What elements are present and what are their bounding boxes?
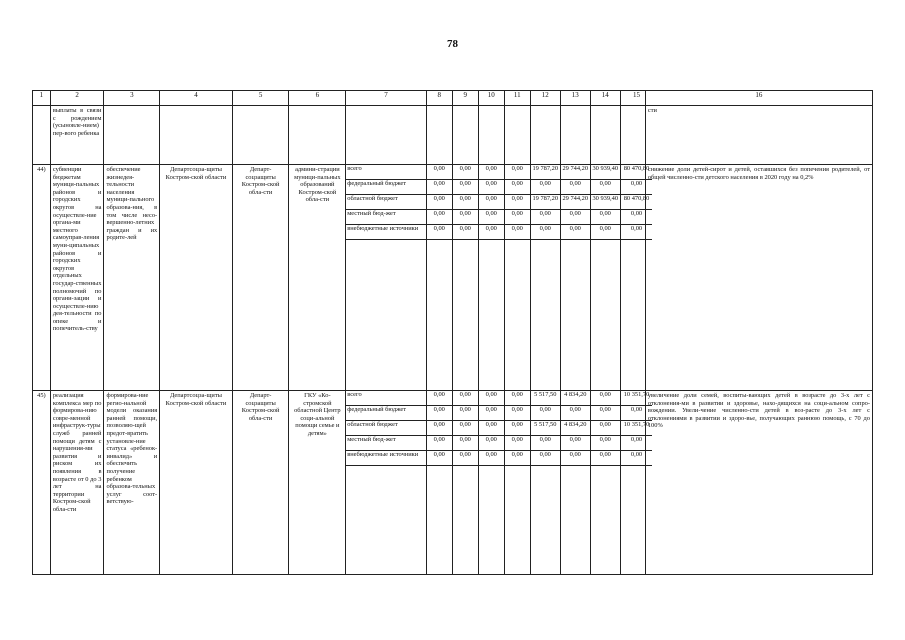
finance-table	[346, 165, 652, 390]
finance-value: 0,00	[426, 180, 452, 195]
finance-value: 0,00	[530, 180, 560, 195]
row-number: 44)	[33, 165, 51, 391]
header-finance-cell	[346, 91, 646, 106]
finance-value: 0,00	[560, 180, 590, 195]
finance-value: 0,00	[620, 180, 652, 195]
finance-value: 0,00	[560, 436, 590, 451]
continuation-cell: выплаты в связи с рождением (усыновле-нием) пер-вого ребенка	[50, 106, 104, 165]
finance-value: 30 939,40	[590, 195, 620, 210]
finance-value: 5 517,50	[530, 391, 560, 406]
finance-value: 0,00	[530, 225, 560, 240]
finance-value: 0,00	[620, 451, 652, 466]
finance-value: 0,00	[478, 195, 504, 210]
finance-value: 10 351,70	[620, 391, 652, 406]
finance-value: 0,00	[504, 210, 530, 225]
table-row	[33, 165, 873, 391]
finance-source-label: федеральный бюджет	[346, 406, 426, 421]
finance-value: 0,00	[530, 210, 560, 225]
finance-value: 0,00	[426, 406, 452, 421]
finance-value: 0,00	[478, 165, 504, 180]
finance-block	[346, 391, 650, 575]
expected-result: снижение доли детей-сирот и детей, оставшихся без попечения родителей, от общей численно-сти детского населения в 2020 году на 0,2%	[645, 165, 872, 391]
finance-table	[346, 391, 652, 574]
finance-row	[346, 180, 652, 195]
finance-value: 0,00	[530, 451, 560, 466]
header-cell: 13	[560, 91, 590, 105]
finance-value: 0,00	[452, 210, 478, 225]
finance-value: 0,00	[478, 406, 504, 421]
finance-row	[346, 421, 652, 436]
finance-value: 0,00	[504, 225, 530, 240]
continuation-result: сти	[645, 106, 872, 165]
finance-value: 30 939,40	[590, 165, 620, 180]
header-cell: 3	[104, 91, 160, 106]
finance-value: 0,00	[452, 225, 478, 240]
finance-value: 0,00	[590, 225, 620, 240]
header-cell: 1	[33, 91, 51, 106]
finance-source-label: всего	[346, 165, 426, 180]
finance-value: 0,00	[478, 421, 504, 436]
finance-row	[346, 436, 652, 451]
finance-source-label: местный бюд-жет	[346, 210, 426, 225]
finance-row	[346, 210, 652, 225]
finance-value: 0,00	[426, 225, 452, 240]
finance-value: 0,00	[478, 225, 504, 240]
finance-value: 0,00	[620, 436, 652, 451]
header-cell: 12	[530, 91, 560, 105]
finance-value: 80 470,80	[620, 195, 652, 210]
participant: админи-страции муници-пальных образований Костром-ской обла-сти	[289, 165, 346, 391]
finance-value: 0,00	[452, 421, 478, 436]
finance-value: 0,00	[590, 180, 620, 195]
header-cell: 14	[590, 91, 620, 105]
header-cell: 16	[645, 91, 872, 106]
finance-value: 0,00	[452, 436, 478, 451]
finance-value: 0,00	[426, 210, 452, 225]
finance-source-label: федеральный бюджет	[346, 180, 426, 195]
header-cell: 6	[289, 91, 346, 106]
finance-value: 0,00	[560, 210, 590, 225]
finance-value: 4 834,20	[560, 391, 590, 406]
finance-value: 0,00	[452, 180, 478, 195]
finance-value: 0,00	[504, 451, 530, 466]
row-number: 45)	[33, 391, 51, 575]
finance-row	[346, 225, 652, 240]
finance-value: 0,00	[452, 165, 478, 180]
header-cell: 10	[478, 91, 504, 105]
finance-value: 0,00	[560, 451, 590, 466]
finance-value: 10 351,70	[620, 421, 652, 436]
expected-result: увеличение доли семей, воспиты-вающих детей в возрасте до 3-х лет с отклонения-ми в развитии и здоровье, нахо-дящихся на соци-альном сопро-вождении. Увели-чение численно-сти детей в воз-расте до 3-х лет с отклонениями в развитии и здоро-вье, получающих раннюю помощь, с 70 до 100%	[645, 391, 872, 575]
finance-row	[346, 391, 652, 406]
finance-value: 0,00	[620, 406, 652, 421]
finance-value: 0,00	[478, 210, 504, 225]
table-row	[33, 391, 873, 575]
coexecutor: Департ-соцзащиты Костром-ской обла-сти	[232, 165, 289, 391]
finance-value: 0,00	[590, 406, 620, 421]
finance-value: 0,00	[504, 436, 530, 451]
finance-value: 5 517,50	[530, 421, 560, 436]
finance-value: 29 744,20	[560, 165, 590, 180]
measure-name: субвенции бюджетам муници-пальных районов и городских округов на осуществле-ние органа-ми местного самоуправ-ления муни-ципальных районов и городских округов отдельных государ-ственных полномочий по органи-зации и осуществле-нию дея-тельности по опеке и попечитель-ству	[50, 165, 104, 391]
finance-row	[346, 451, 652, 466]
finance-value: 0,00	[620, 210, 652, 225]
finance-value: 0,00	[452, 391, 478, 406]
measure-goal: формирова-ние регио-нальной модели оказания ранней помощи, позволяю-щей предот-вратить установле-ние статуса «ребенок-инвалид» и обеспечить получение ребенком образова-тельных услуг соот-ветствую-	[104, 391, 160, 575]
finance-value: 0,00	[452, 451, 478, 466]
finance-value: 0,00	[530, 406, 560, 421]
finance-source-label: внебюджетные источники	[346, 225, 426, 240]
measure-name: реализация комплекса мер по формирова-нию совре-менной инфраструк-туры служб ранней помощи детям с нарушения-ми развития и риском их появления в возрасте от 0 до 3 лет на территории Костром-ской обла-сти	[50, 391, 104, 575]
finance-row	[346, 195, 652, 210]
finance-value: 0,00	[560, 406, 590, 421]
program-table	[32, 90, 873, 575]
coexecutor: Департ-соцзащиты Костром-ской обла-сти	[232, 391, 289, 575]
finance-source-label: местный бюд-жет	[346, 436, 426, 451]
header-cell: 9	[452, 91, 478, 105]
finance-value: 0,00	[590, 421, 620, 436]
header-cell: 8	[426, 91, 452, 105]
header-cell: 11	[504, 91, 530, 105]
finance-value: 0,00	[504, 180, 530, 195]
finance-source-label: областной бюджет	[346, 195, 426, 210]
participant: ГКУ «Ко-стромской областной Центр соци-альной помощи семье и детям»	[289, 391, 346, 575]
finance-row	[346, 406, 652, 421]
finance-value: 0,00	[504, 421, 530, 436]
finance-value: 0,00	[478, 391, 504, 406]
finance-value: 0,00	[590, 436, 620, 451]
finance-value: 0,00	[504, 391, 530, 406]
header-cell: 2	[50, 91, 104, 106]
finance-row	[346, 165, 652, 180]
header-cell: 4	[160, 91, 233, 106]
finance-value: 0,00	[426, 195, 452, 210]
finance-source-label: всего	[346, 391, 426, 406]
finance-value: 0,00	[426, 421, 452, 436]
finance-value: 4 834,20	[560, 421, 590, 436]
finance-value: 19 787,20	[530, 165, 560, 180]
finance-value: 0,00	[504, 195, 530, 210]
finance-value: 0,00	[426, 165, 452, 180]
finance-value: 0,00	[478, 180, 504, 195]
finance-value: 0,00	[560, 225, 590, 240]
finance-value: 29 744,20	[560, 195, 590, 210]
finance-value: 0,00	[504, 406, 530, 421]
finance-value: 0,00	[590, 210, 620, 225]
header-cell: 7	[384, 91, 388, 99]
finance-value: 0,00	[426, 391, 452, 406]
finance-value: 0,00	[530, 436, 560, 451]
finance-value: 0,00	[452, 195, 478, 210]
finance-value: 0,00	[590, 451, 620, 466]
finance-value: 0,00	[426, 451, 452, 466]
continuation-row	[33, 106, 873, 165]
finance-value: 0,00	[426, 436, 452, 451]
header-cell: 15	[620, 91, 652, 105]
responsible-executor: Департсоцза-щиты Костром-ской области	[160, 165, 233, 391]
finance-value: 0,00	[620, 225, 652, 240]
finance-value: 0,00	[452, 406, 478, 421]
finance-value: 0,00	[590, 391, 620, 406]
finance-value: 0,00	[504, 165, 530, 180]
finance-value: 19 787,20	[530, 195, 560, 210]
responsible-executor: Департсоцза-щиты Костром-ской области	[160, 391, 233, 575]
header-row	[33, 91, 873, 106]
header-finance-table	[346, 91, 652, 105]
finance-value: 80 470,80	[620, 165, 652, 180]
finance-block	[346, 165, 650, 391]
page-number: 78	[447, 38, 458, 50]
finance-value: 0,00	[478, 451, 504, 466]
measure-goal: обеспечение жизнедея-тельности населения муници-пального образова-ния, в том числе несо-вершенно-летних граждан и их родите-лей	[104, 165, 160, 391]
finance-source-label: внебюджетные источники	[346, 451, 426, 466]
finance-value: 0,00	[478, 436, 504, 451]
header-cell: 5	[232, 91, 289, 106]
finance-source-label: областной бюджет	[346, 421, 426, 436]
